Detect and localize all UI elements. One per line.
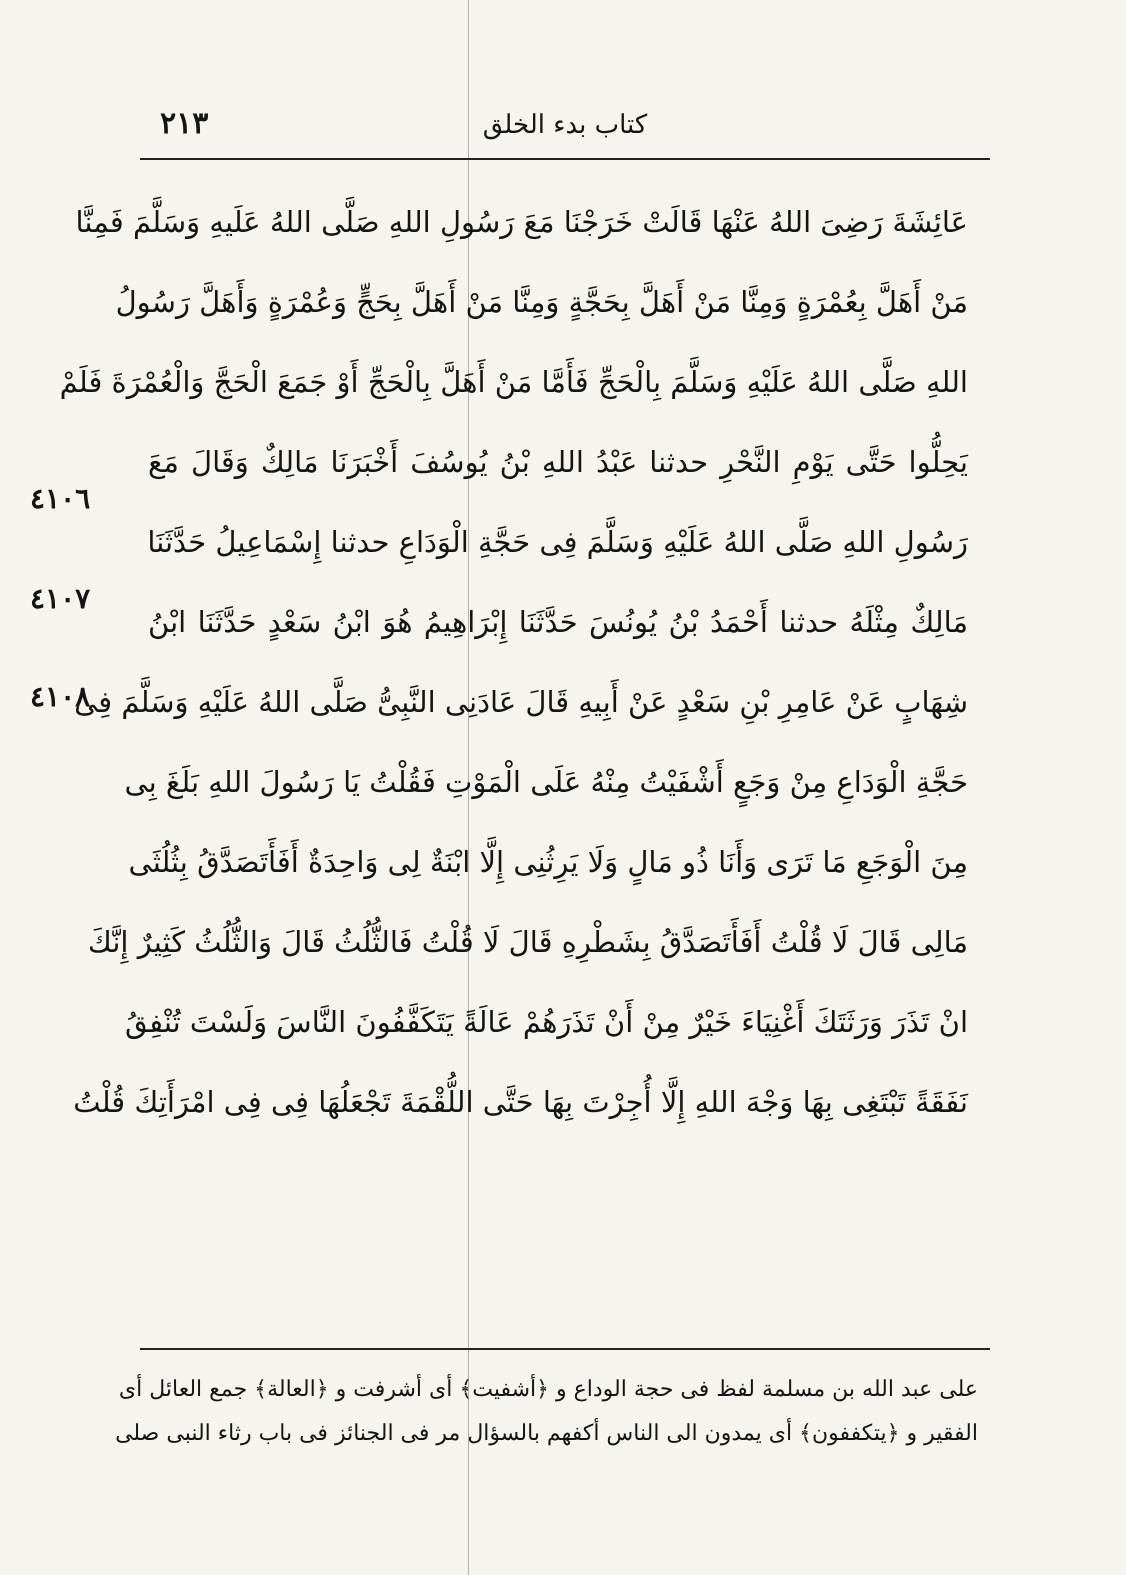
footnote-rule [140,1348,990,1350]
footnote-line: على عبد الله بن مسلمة لفظ فى حجة الوداع و ﴿أشفيت﴾ أى أشرفت و ﴿العالة﴾ جمع العائل أى [118,1377,978,1402]
text-line [73,1062,968,1142]
page-header [140,106,990,152]
text-line-content: يَحِلُّوا حَتَّى يَوْمِ النَّحْرِ حدثنا عَبْدُ اللهِ بْنُ يُوسُفَ أَخْبَرَنَا مَالِكٌ وَقَالَ مَعَ [148,445,968,479]
text-line-content: مَالِكٌ مِثْلَهُ حدثنا أَحْمَدُ بْنُ يُونُسَ حَدَّثَنَا إِبْرَاهِيمُ هُوَ ابْنُ سَعْدٍ حَدَّثَنَا ابْنُ [148,605,968,639]
text-line-content: عَائِشَةَ رَضِىَ اللهُ عَنْهَا قَالَتْ خَرَجْنَا مَعَ رَسُولِ اللهِ صَلَّى اللهُ عَلَيهِ وَسَلَّمَ فَمِنَّا [75,205,968,239]
footnote-line: الفقير و ﴿يتكففون﴾ أى يمدون الى الناس أكفهم بالسؤال مر فى الجنائز فى باب رثاء النبى صلى [115,1421,978,1446]
footnotes [115,1368,978,1456]
text-line [115,262,968,342]
hadith-number: ٤١٠٨ [30,680,91,713]
text-line [125,982,968,1062]
text-line [74,662,968,742]
text-line [148,502,968,582]
text-line [148,422,968,502]
hadith-number: ٤١٠٧ [30,582,91,615]
text-line [59,342,968,422]
page-number: ٢١٣ [160,106,209,141]
text-line [128,822,968,902]
text-line-content: رَسُولِ اللهِ صَلَّى اللهُ عَلَيْهِ وَسَلَّمَ فِى حَجَّةِ الْوَدَاعِ حدثنا إِسْمَاعِيلُ حَدَّثَنَا [147,525,968,559]
text-line [75,182,968,262]
text-line [124,742,968,822]
text-line-content: انْ تَذَرَ وَرَثَتَكَ أَغْنِيَاءَ خَيْرٌ مِنْ أَنْ تَذَرَهُمْ عَالَةً يَتَكَفَّفُونَ النَّاسَ وَلَسْتَ تُنْفِقُ [125,1005,968,1039]
text-line [87,902,968,982]
text-line-content: حَجَّةِ الْوَدَاعِ مِنْ وَجَعٍ أَشْفَيْتُ مِنْهُ عَلَى الْمَوْتِ فَقُلْتُ يَا رَسُولَ اللهِ بَلَغَ بِى [124,765,968,799]
text-line [148,582,968,662]
text-line-content: مَالِى قَالَ لَا قُلْتُ أَفَأَتَصَدَّقُ بِشَطْرِهِ قَالَ لَا قُلْتُ فَالثُّلُثُ قَالَ وَالثُّلُثُ كَثِيرٌ إِنَّكَ [87,925,968,959]
text-line-content: مَنْ أَهَلَّ بِعُمْرَةٍ وَمِنَّا مَنْ أَهَلَّ بِحَجَّةٍ وَمِنَّا مَنْ أَهَلَّ بِحَجٍّ وَعُمْرَةٍ وَأَهَلَّ رَسُولُ [115,285,968,319]
text-line-content: شِهَابٍ عَنْ عَامِرِ بْنِ سَعْدٍ عَنْ أَبِيهِ قَالَ عَادَنِى النَّبِىُّ صَلَّى اللهُ عَلَيْهِ وَسَلَّمَ فِى [74,685,968,719]
hadith-number: ٤١٠٦ [30,482,91,515]
text-line-content: اللهِ صَلَّى اللهُ عَلَيْهِ وَسَلَّمَ بِالْحَجِّ فَأَمَّا مَنْ أَهَلَّ بِالْحَجِّ أَوْ جَمَعَ الْحَجَّ وَالْعُمْرَةَ فَلَمْ [59,365,968,399]
header-rule [140,158,990,160]
text-line-content: نَفَقَةً تَبْتَغِى بِهَا وَجْهَ اللهِ إِلَّا أُجِرْتَ بِهَا حَتَّى اللُّقْمَةَ تَجْعَلُهَا فِى فِى امْرَأَتِكَ قُلْتُ [73,1085,968,1119]
text-line-content: مِنَ الْوَجَعِ مَا تَرَى وَأَنَا ذُو مَالٍ وَلَا يَرِثُنِى إِلَّا ابْنَةٌ لِى وَاحِدَةٌ أَفَأَتَصَدَّقُ بِثُلُثَى [128,845,968,879]
running-title: كتاب بدء الخلق [482,110,648,140]
